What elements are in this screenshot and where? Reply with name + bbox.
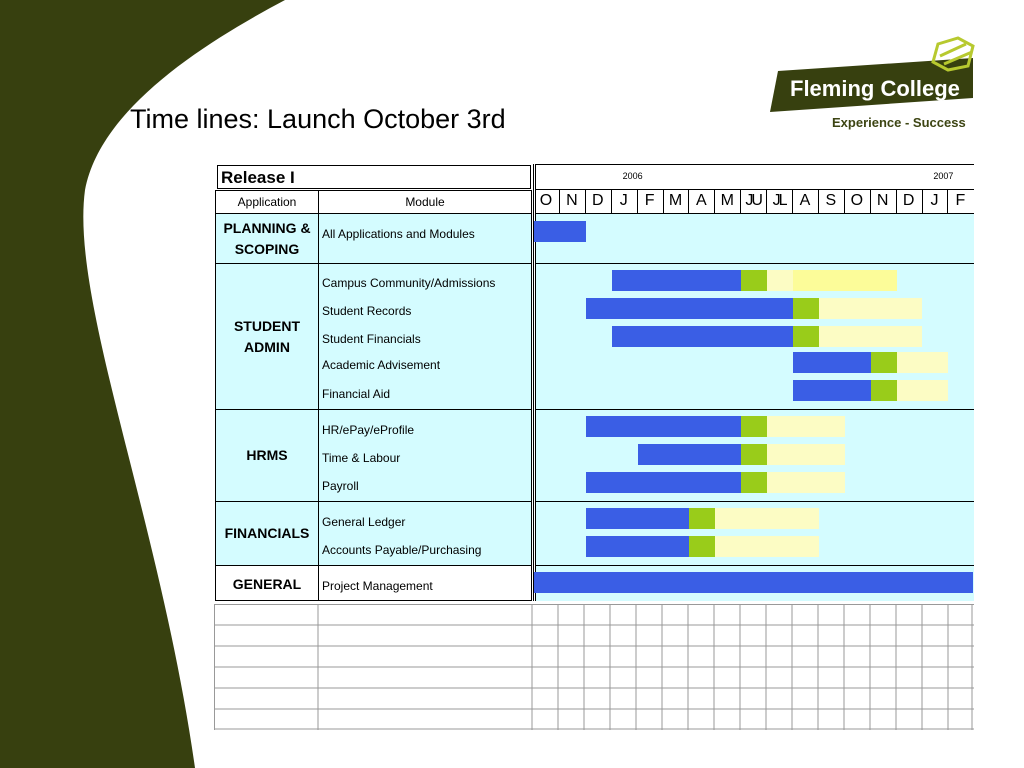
gantt-bar-test [741, 444, 767, 465]
module-header: Module [318, 190, 532, 214]
gantt-bar-test [741, 416, 767, 437]
gantt-bar-build [534, 572, 973, 593]
gantt-bar-build [638, 444, 742, 465]
release-label: Release I [217, 165, 531, 189]
month-divider [922, 190, 923, 213]
month-divider [947, 190, 948, 213]
logo-tagline: Experience - Success [832, 115, 966, 130]
month-label: A [696, 192, 707, 209]
gantt-bar-test [793, 326, 819, 347]
month-divider [585, 190, 586, 213]
gantt-bar-post-launch [767, 444, 845, 465]
group-planning-scoping: PLANNING & SCOPING [215, 213, 319, 264]
module-label: Accounts Payable/Purchasing [322, 543, 482, 557]
month-divider [637, 190, 638, 213]
month-divider [663, 190, 664, 213]
module-label: Academic Advisement [322, 358, 441, 372]
application-header: Application [215, 190, 319, 214]
module-label: Student Records [322, 304, 412, 318]
month-label: O [539, 192, 553, 209]
month-label: M [720, 192, 734, 209]
month-divider [870, 190, 871, 213]
month-divider [792, 190, 793, 213]
month-divider [740, 190, 741, 213]
module-label: Payroll [322, 479, 359, 493]
gantt-bar-build [534, 221, 586, 242]
month-divider [611, 190, 612, 213]
year-label: 2007 [933, 171, 954, 181]
empty-grid [214, 604, 974, 730]
gantt-bar-build [586, 536, 690, 557]
group-student-admin: STUDENT ADMIN [215, 263, 319, 410]
month-divider [559, 190, 560, 213]
month-label: J [619, 192, 628, 209]
module-label: HR/ePay/eProfile [322, 423, 415, 437]
month-label: S [825, 192, 837, 209]
gantt-bar-build [612, 326, 793, 347]
month-divider [844, 190, 845, 213]
month-divider [766, 190, 767, 213]
month-divider [714, 190, 715, 213]
month-label: D [902, 192, 915, 209]
gantt-bar-post-launch [897, 380, 949, 401]
group-hrms: HRMS [215, 409, 319, 502]
month-label: JL [772, 192, 786, 209]
module-label: Campus Community/Admissions [322, 276, 496, 290]
gantt-bar-test [689, 508, 715, 529]
gantt-bar-build [586, 298, 793, 319]
month-label: N [566, 192, 578, 209]
month-label: O [850, 192, 864, 209]
month-label: J [930, 192, 939, 209]
gantt-bar-post-launch [819, 298, 923, 319]
gantt-bar-post-launch-light- [793, 270, 897, 291]
logo-wordmark: Fleming College [790, 76, 960, 101]
gantt-bar-build [612, 270, 742, 291]
year-label: 2006 [622, 171, 643, 181]
gantt-bar-post-launch [819, 326, 923, 347]
gantt-bar-build [586, 472, 741, 493]
gantt-bar-test [871, 380, 897, 401]
gantt-bar-post-launch [767, 472, 845, 493]
month-label: D [592, 192, 604, 209]
group-general: GENERAL [215, 565, 319, 601]
module-label: Project Management [322, 579, 433, 593]
module-label: Student Financials [322, 332, 421, 346]
gantt-bar-test [741, 270, 767, 291]
gantt-bar-post-launch [897, 352, 949, 373]
month-divider [818, 190, 819, 213]
gantt-bar-post-launch [767, 270, 793, 291]
gantt-bar-post-launch [715, 536, 819, 557]
month-label: F [955, 192, 966, 209]
month-divider [896, 190, 897, 213]
gantt-bar-build [793, 352, 871, 373]
module-label: General Ledger [322, 515, 406, 529]
gantt-bar-test [689, 536, 715, 557]
group-financials: FINANCIALS [215, 501, 319, 566]
gantt-bar-test [793, 298, 819, 319]
module-label: Time & Labour [322, 451, 401, 465]
month-label: F [644, 192, 655, 209]
month-label: A [799, 192, 811, 209]
month-label: JU [745, 192, 761, 209]
module-label: All Applications and Modules [322, 227, 475, 241]
gantt-bar-build [793, 380, 871, 401]
gantt-bar-post-launch [767, 416, 845, 437]
gantt-bar-post-launch [715, 508, 819, 529]
gantt-bar-build [586, 416, 741, 437]
month-label: N [876, 192, 889, 209]
slide-title: Time lines: Launch October 3rd [130, 104, 506, 134]
month-divider [688, 190, 689, 213]
month-label: M [668, 192, 683, 209]
gantt-bar-test [871, 352, 897, 373]
gantt-bar-build [586, 508, 690, 529]
module-label: Financial Aid [322, 387, 391, 401]
gantt-bar-test [741, 472, 767, 493]
